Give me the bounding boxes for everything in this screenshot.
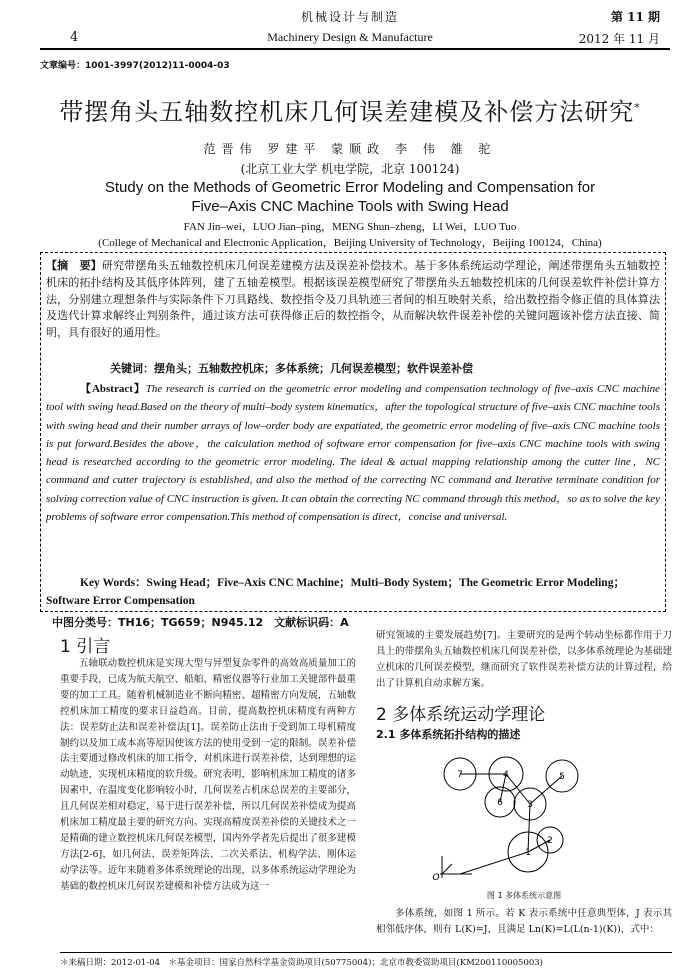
figure-caption: 图 1 多体系统示意图 <box>486 891 562 900</box>
affiliation-en: (College of Mechanical and Electronic Application，Beijing University of Technology，Beijing 100124，China) <box>98 237 602 249</box>
section2-1-heading: 2.1 多体系统拓扑结构的描述 <box>376 728 521 741</box>
keywords-en <box>46 574 660 610</box>
journal-name-cn: 机械设计与制造 <box>300 10 399 24</box>
authors-en: FAN Jin–wei，LUO Jian–ping，MENG Shun–zheng，LI Wei，LUO Tuo <box>183 221 517 233</box>
section1-body: 五轴联动数控机床是实现大型与异型复杂零件的高效高质量加工的重要手段，已成为航天航空、船舶、精密仪器等行业加工关键部件最重要的加工工具。随着机械制造业不断向精密、超精密方向发展，五轴数控机床加工精度的要求日益趋高。目前，提高数控机床精度有两种方法：误差防止法和误差补偿法[1]。误差防止法由于受到加工母机精度制约以及加工成本高等原因使该方法的使用受到一定的限制。误差补偿法主要通过修改机床的加工指令，对机床进行误差补偿，达到理想的运动轨迹，实现机床精度的软升级。研究表明，影响机床加工精度的诸多因素中，在温度变化影响较小时，几何误差占机床总误差的主要部分，且几何误差相对稳定，易于进行误差补偿，所以几何误差补偿成为提高机床加工精度最主要的研究方向。实现高精度误差补偿的关键技术之一是精确的建立数控机床几何误差模型，国内外学者先后提出了很多建模方法[2-6]，如几何法、误差矩阵法、二次关系法、机构学法、刚体运动学法等。近年来随着多体系统理论的出现，以多体系统运动学理论为基础的数控机床几何误差建模和补偿方法成为这一 <box>60 658 356 892</box>
journal-name-en: Machinery Design & Manufacture <box>267 30 433 44</box>
body-3-label: 3 <box>527 800 533 810</box>
abstract-en-text: The research is carried on the geometric error modeling and compensation technology of five–axis CNC machine tool with swing head.Based on the theory of multi–body system kinematics，after the topological structure of five–axis CNC machine tools with swing head and their number arrays of low–order body are expatiated, the geometric error modeling of five–axis CNC machine tools is put forward.Besides the above，the calculation method of software error compensation for five–axis CNC machine tools with swing head is researched according to the geometric error modeling. The ideal & actual mapping relationship among the cutter line，NC command and cutter trajectory is established, and also the method of the correcting NC command and Iterative terminate condition for solving correction value of CNC instruction is given. It can obtain the correcting NC command through this method，so as to solve the key problems of software error compensation.This method of compensation is direct，concise and universal. <box>46 383 661 524</box>
header-rule <box>40 48 670 50</box>
body-4-label: 4 <box>503 770 509 780</box>
title-cn <box>0 92 700 127</box>
footnote-rule <box>60 952 672 953</box>
title-cn-text: 带摆角头五轴数控机床几何误差建模及补偿方法研究 <box>59 98 635 126</box>
body-7-label: 7 <box>457 770 463 780</box>
section2-heading: 2 多体系统运动学理论 <box>376 705 546 725</box>
title-en-line1: Study on the Methods of Geometric Error Modeling and Compensation for <box>104 179 596 196</box>
body-6-label: 6 <box>497 798 503 808</box>
authors-cn: 范晋伟 罗建平 蒙顺政 李 伟 雒 驼 <box>203 142 497 156</box>
title-en-line2: Five–Axis CNC Machine Tools with Swing Head <box>191 198 509 215</box>
link-3-5 <box>530 776 562 804</box>
body-2-label: 2 <box>547 836 553 846</box>
classification: 中图分类号：TH16；TG659；N945.12 文献标识码：A <box>52 616 349 629</box>
footnote: ＊来稿日期：2012-01-04 ＊基金项目：国家自然科学基金资助项目(50775004)；北京市教委资助项目(KM200110005003) <box>60 958 543 968</box>
abstract-cn-text: 研究带摆角头五轴数控机床几何误差建模方法及误差补偿技术。基于多体系统运动学理论，阐述带摆角头五轴数控机床的拓扑结构及其低序体阵列，建了五轴差模型。根据该误差模型研究了带摆角头五轴数控机床的几何误差软件补偿计算方法，分别建立理想条件与实际条件下刀具路线、数控指令及刀具轨迹三者间的相互映射关系，给出数控指令修正值的具体算法及迭代计算求解终止判别条件，通过该方法可获得修正后的数控指令，从而解决软件误差补偿的关键问题该补偿方法直接、简明，具有很好的通用性。 <box>46 259 661 340</box>
affiliation-cn: (北京工业大学 机电学院，北京 100124) <box>240 162 460 176</box>
section1-heading: 1 引言 <box>60 637 111 657</box>
link-0-1 <box>460 852 528 874</box>
abstract-cn <box>46 258 660 342</box>
title-en <box>60 178 640 216</box>
section2-body: 多体系统，如图 1 所示。若 K 表示系统中任意典型体，J 表示其相邻低序体，则有 L(K)=J，且满足 Ln(K)=L(L(n-1)(K))，式中： <box>376 908 672 935</box>
abstract-cn-label: 【摘 要】 <box>46 259 102 272</box>
keywords-en-text: Key Words：Swing Head；Five–Axis CNC Machine；Multi–Body System；The Geometric Error Modeling；Software Error Compensation <box>46 577 625 607</box>
issue-date: 2012 年 11 月 <box>578 32 660 46</box>
origin-label: O <box>432 873 440 882</box>
link-1-3 <box>528 804 530 852</box>
body-1-label: 1 <box>525 848 531 858</box>
abstract-en-label: 【Abstract】 <box>80 383 146 395</box>
abstract-en <box>46 380 660 526</box>
issue-number: 第 11 期 <box>610 10 660 24</box>
page-number: 4 <box>70 30 79 45</box>
multibody-figure <box>410 756 620 882</box>
body-5-label: 5 <box>559 772 565 782</box>
right-col-intro: 研究领域的主要发展趋势[7]。主要研究的是两个转动坐标都作用于刀具上的带摆角头五轴数控机床几何误差补偿，以多体系统理论为基础建立机床的几何误差模型，继而研究了软件误差补偿方法的计算过程，给出了计算机自动求解方案。 <box>376 630 672 689</box>
title-footnote-mark: * <box>634 101 641 114</box>
keywords-cn: 关键词：摆角头；五轴数控机床；多体系统；几何误差模型；软件误差补偿 <box>110 362 473 375</box>
origin-y-axis <box>442 864 452 874</box>
article-number: 文章编号：1001-3997(2012)11-0004-03 <box>40 61 230 71</box>
